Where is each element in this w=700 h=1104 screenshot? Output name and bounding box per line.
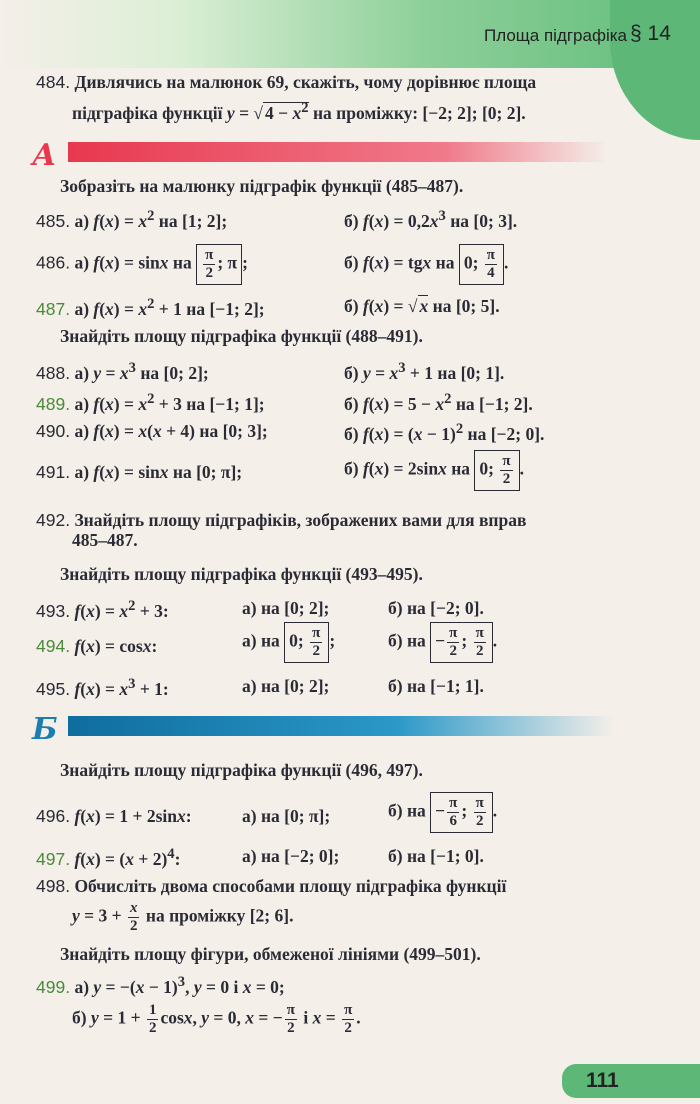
level-a-marker: А <box>32 138 57 173</box>
ex-489b: б) $f(x) = 5 - x^2$ на [−1; 2]. <box>344 391 533 414</box>
ex-486a: 486. а) f(x) = sinx на $\frac{\pi}{2}$ ; π ; <box>36 244 248 285</box>
ex-499a: 499. а) $y = -(x - 1)^3$, y = 0 і x = 0; <box>36 974 285 997</box>
heading-499-501: Знайдіть площу фігури, обмеженої лініями (499–501). <box>60 944 481 964</box>
ex-490b: б) $f(x) = (x - 1)^2$ на [−2; 0]. <box>344 421 545 444</box>
level-b-band <box>68 716 614 736</box>
ex-493b: б) на [−2; 0]. <box>388 598 484 618</box>
ex-497b: б) на [−1; 0]. <box>388 846 484 866</box>
heading-485-487: Зобразіть на малюнку підграфік функції (485–487). <box>60 176 464 196</box>
ex-495: 495. $f(x) = x^3 + 1$: <box>36 676 169 699</box>
heading-488-491: Знайдіть площу підграфіка функції (488–491). <box>60 326 423 346</box>
running-title: Площа підграфіка <box>484 26 627 45</box>
ex-496a: а) на [0; π]; <box>242 806 331 826</box>
ex-486b: б) f(x) = tgx на 0; $\frac{\pi}{4}$ . <box>344 244 508 285</box>
header-curve <box>610 0 700 140</box>
ex-496b: б) на − $\frac{\pi}{6}$ ; $\frac{\pi}{2}$ . <box>388 792 497 833</box>
ex-499b: б) y = 1 + $\frac{1}{2}$ cosx, y = 0, x = − $\frac{\pi}{2}$ і x = $\frac{\pi}{2}$ . <box>72 1002 361 1036</box>
exercise-492-line2: 485–487. <box>72 530 138 550</box>
heading-493-495: Знайдіть площу підграфіка функції (493–495). <box>60 564 423 584</box>
ex-485a: 485. а) $f(x) = x^2$ на [1; 2]; <box>36 208 228 231</box>
exercise-498-line1: 498. Обчисліть двома способами площу підграфіка функції <box>36 876 507 896</box>
ex-497: 497. $f(x) = (x + 2)^4$: <box>36 846 181 869</box>
exercise-484-line2: підграфіка функції y = √ $4 - x^2$ на проміжку: [−2; 2]; [0; 2]. <box>72 100 526 123</box>
level-a-band <box>68 142 608 162</box>
ex-494: 494. f(x) = cosx: <box>36 636 158 656</box>
ex-485b: б) $f(x) = 0,2x^3$ на [0; 3]. <box>344 208 518 231</box>
ex-489a: 489. а) $f(x) = x^2 + 3$ на [−1; 1]; <box>36 391 265 414</box>
ex-495b: б) на [−1; 1]. <box>388 676 484 696</box>
heading-496-497: Знайдіть площу підграфіка функції (496, 497). <box>60 760 423 780</box>
exercise-498-line2: y = 3 + $\frac{x}{2}$ на проміжку [2; 6]. <box>72 900 294 934</box>
page-number-tab <box>562 1064 700 1098</box>
exercise-484-line1: 484. Дивлячись на малюнок 69, скажіть, чому дорівнює площа <box>36 72 537 92</box>
ex-491b: б) f(x) = 2sinx на 0; $\frac{\pi}{2}$ . <box>344 450 524 491</box>
ex-491a: 491. а) f(x) = sinx на [0; π]; <box>36 462 243 482</box>
ex-490a: 490. а) f(x) = x(x + 4) на [0; 3]; <box>36 421 268 441</box>
page-number: 111 <box>586 1069 619 1092</box>
ex-488b: б) $y = x^3 + 1$ на [0; 1]. <box>344 360 505 383</box>
level-b-marker: Б <box>32 712 58 747</box>
ex-496: 496. f(x) = 1 + 2sinx: <box>36 806 192 826</box>
ex-487b: б) f(x) = √ x на [0; 5]. <box>344 296 500 316</box>
ex-495a: а) на [0; 2]; <box>242 676 330 696</box>
ex-487a: 487. а) $f(x) = x^2 + 1$ на [−1; 2]; <box>36 296 265 319</box>
ex-497a: а) на [−2; 0]; <box>242 846 340 866</box>
ex-488a: 488. а) $y = x^3$ на [0; 2]; <box>36 360 209 383</box>
ex-494b: б) на − $\frac{\pi}{2}$ ; $\frac{\pi}{2}$ . <box>388 622 497 663</box>
exercise-492-line1: 492. Знайдіть площу підграфіків, зображених вами для вправ <box>36 510 527 530</box>
ex-493: 493. $f(x) = x^2 + 3$: <box>36 598 169 621</box>
ex-494a: а) на 0; $\frac{\pi}{2}$ ; <box>242 622 335 663</box>
ex-493a: а) на [0; 2]; <box>242 598 330 618</box>
section-number: § 14 <box>630 22 671 45</box>
